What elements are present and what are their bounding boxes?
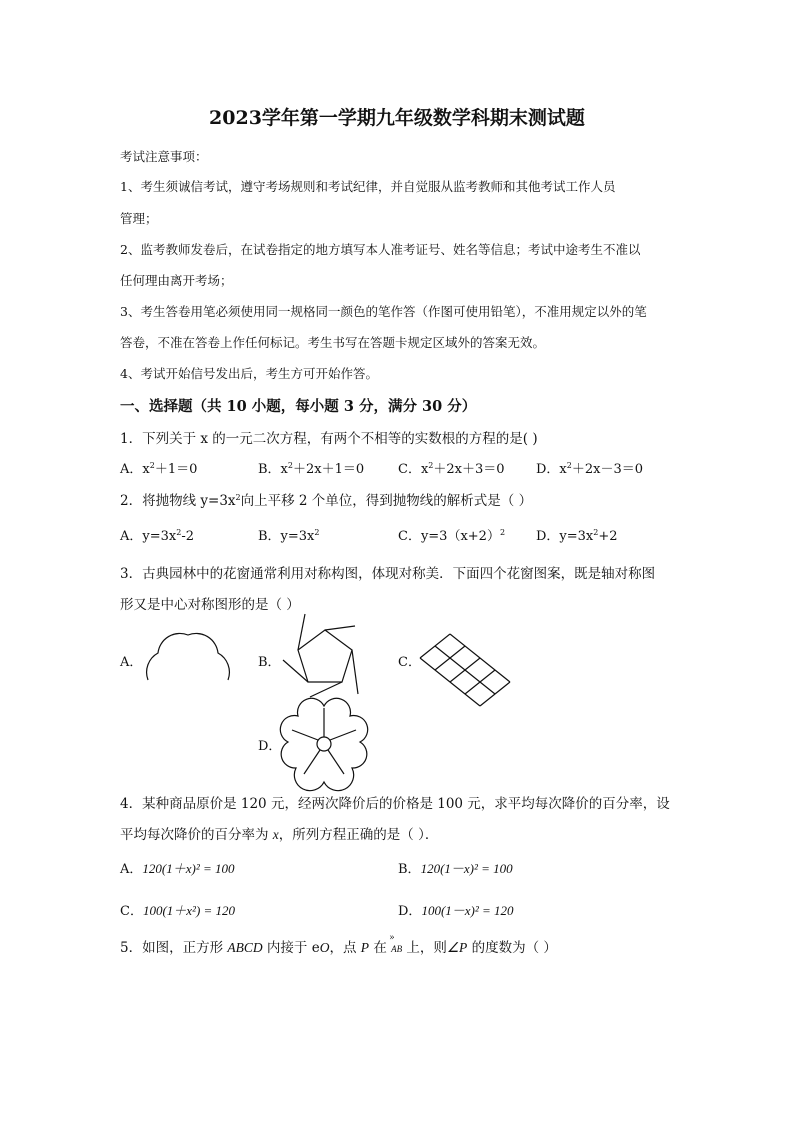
note-1-line-1: 1、考生须诚信考试，遵守考场规则和考试纪律，并自觉服从监考教师和其他考试工作人员 bbox=[120, 179, 616, 194]
q3-option-c-label: C． bbox=[398, 655, 421, 670]
q4-stem-line-1: 4．某种商品原价是 120 元，经两次降价后的价格是 100 元，求平均每次降价的百分率，设 bbox=[120, 796, 670, 812]
note-4: 4、考试开始信号发出后，考生方可开始作答。 bbox=[120, 366, 378, 381]
q4-option-d: D．100(1－x)² = 120 bbox=[398, 903, 514, 919]
q3-stem-line-2: 形又是中心对称图形的是（ ） bbox=[120, 597, 300, 613]
q1-option-d: D．$x^2+2x-3=0$ bbox=[536, 461, 644, 477]
q3-figure-b-pentagon-window bbox=[280, 612, 370, 697]
q3-option-d-label: D． bbox=[258, 739, 282, 754]
page-title: 2023学年第一学期九年级数学科期末测试题 bbox=[209, 107, 585, 129]
q2-option-b: B．$y=3x^2$ bbox=[258, 528, 320, 544]
q4-option-a: A．120(1＋x)² = 100 bbox=[120, 861, 235, 877]
note-2-line-1: 2、监考教师发卷后，在试卷指定的地方填写本人准考证号、姓名等信息；考试中途考生不准以 bbox=[120, 242, 641, 257]
note-3-line-1: 3、考生答卷用笔必须使用同一规格同一颜色的笔作答（作图可使用铅笔），不准用规定以外的笔 bbox=[120, 304, 647, 319]
note-3-line-2: 答卷，不准在答卷上作任何标记。考生书写在答题卡规定区域外的答案无效。 bbox=[120, 335, 546, 350]
section-1-heading: 一、选择题（共 10 小题，每小题 3 分，满分 30 分） bbox=[120, 398, 477, 415]
q1-option-b: B．$x^2+2x+1=0$ bbox=[258, 461, 365, 477]
q4-option-b: B．120(1－x)² = 100 bbox=[398, 861, 513, 877]
q2-option-c: C．$y=3(x+2)^2$ bbox=[398, 528, 506, 544]
q4-option-c: C．100(1＋x²) = 120 bbox=[120, 903, 236, 919]
q3-figure-d-plum-flower-window bbox=[280, 700, 368, 788]
note-1-line-2: 管理； bbox=[120, 211, 158, 226]
q5-stem: 5．如图，正方形 ABCD 内接于 eO，点 P 在 » AB 上，则∠P 的度数为（ ） bbox=[120, 933, 557, 956]
q1-stem: 1．下列关于 x 的一元二次方程，有两个不相等的实数根的方程的是( ) bbox=[120, 431, 538, 447]
note-2-line-2: 任何理由离开考场； bbox=[120, 273, 233, 288]
notes-heading: 考试注意事项： bbox=[120, 149, 208, 164]
q1-option-a: A．$x^2+1=0$ bbox=[120, 461, 198, 477]
q4-stem-line-2: 平均每次降价的百分率为 x，所列方程正确的是（ ）． bbox=[120, 827, 439, 843]
q1-option-c: C．$x^2+2x+3=0$ bbox=[398, 461, 505, 477]
q3-figure-c-diamond-lattice bbox=[418, 622, 548, 694]
q3-stem-line-1: 3．古典园林中的花窗通常利用对称构图，体现对称美．下面四个花窗图案，既是轴对称图 bbox=[120, 566, 656, 582]
q3-option-b-label: B． bbox=[258, 655, 281, 670]
q3-option-a-label: A． bbox=[120, 655, 143, 670]
q2-option-d: D．$y=3x^2+2$ bbox=[536, 528, 618, 544]
q2-stem: 2．将抛物线 $y=3x^2$向上平移 2 个单位，得到抛物线的解析式是（ ） bbox=[120, 493, 533, 509]
q2-option-a: A．$y=3x^2-2$ bbox=[120, 528, 194, 544]
q3-figure-a-cloud-window bbox=[140, 625, 240, 690]
